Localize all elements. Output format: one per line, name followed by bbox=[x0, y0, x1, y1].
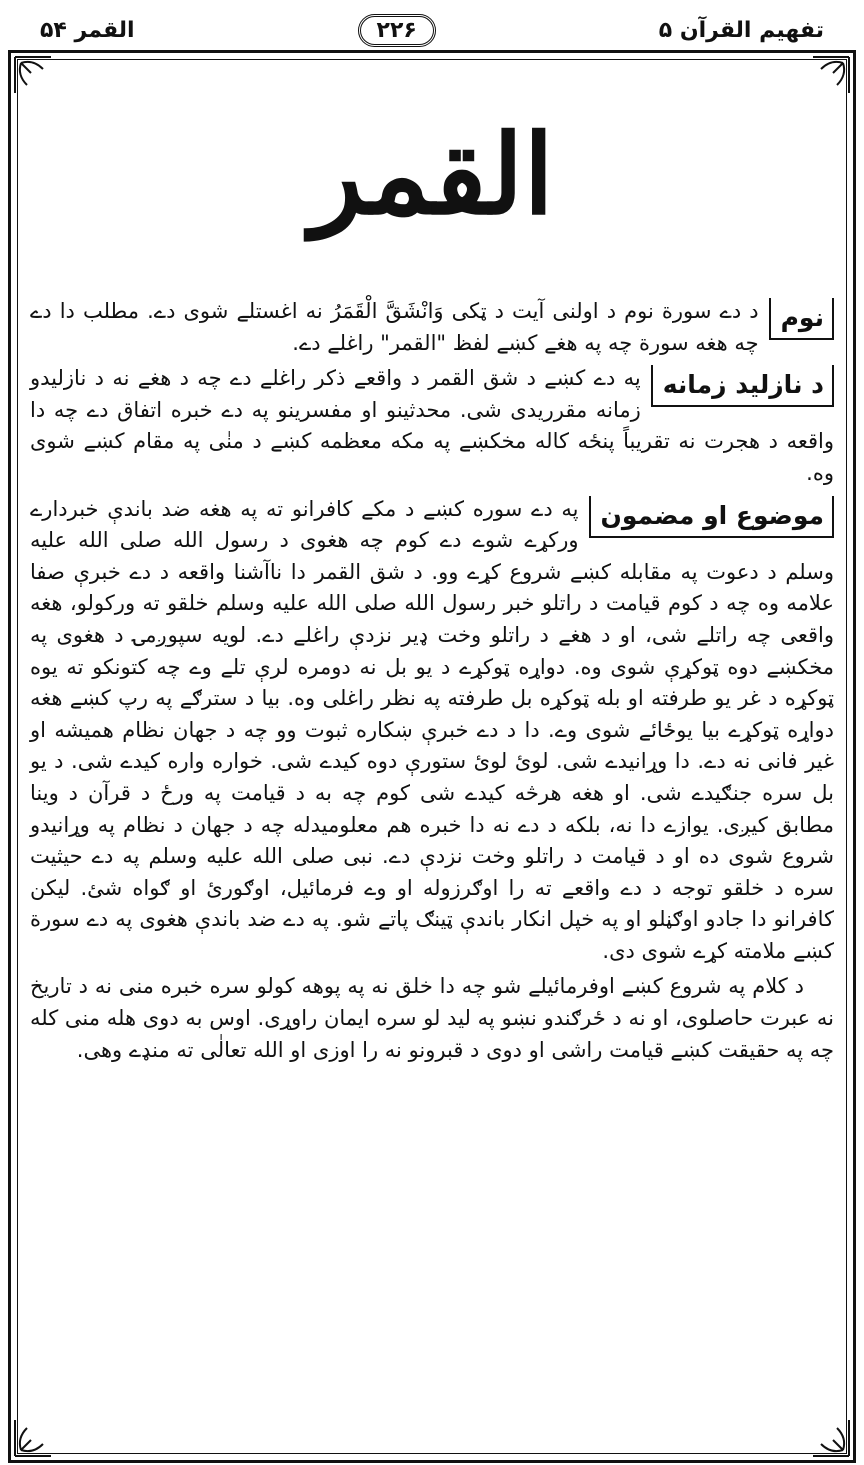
closing-paragraph: د کلام په شروع کښے اوفرمائیلے شو چه دا خلق نه په پوهه کولو سره خبره منی نه د تاریخ نه عبرت حاصلوی، او نه د ځرګندو نښو په لید لو سره ایمان راوړی. اوس به دوی هله منی کله چه په حقیقت کښے قیامت راشی او دوی د قبرونو نه را اوزی او الله تعالٰی ته منډے وهی. bbox=[30, 974, 834, 1062]
page-content bbox=[30, 296, 834, 1447]
section-revelation-period bbox=[30, 363, 834, 489]
section-body: په دے سوره کښے د مکے کافرانو ته په هغه ضد باندې خبردارے ورکړے شوے دے کوم چه هغوی د رسول الله صلی الله علیه وسلم د دعوت په مقابله کښے شروع کړے وو. د شق القمر دا ناآشنا واقعه د دے خبرې صفا علامه وه چه د کوم قیامت د راتلو خبر رسول الله صلی الله علیه وسلم خلقو ته ورکولو، هغه واقعی چه راتلے شی، او د هغے د راتلو وخت ډیر نزدې راغلے دے. لویه سپوږمۍ د هغوی په مخکښے دوه ټوکړې شوی وه. دواړه ټوکړے د یو بل نه دومره لرې تلے وے چه کتونکو ته یوه ټوکړه د غر یو طرفته او بله ټوکړه بل طرفته په نظر راغلی وه. بیا د سترګے په رپ کښے هغه دواړه ټوکړے بیا یوځائے شوی وے. دا د دے خبرې ښکاره ثبوت وو چه د جهان نظام همیشه او غیر فانی نه دے. دا وړانیدے شی. لوئ لوئ ستورې دوه کیدے شی. خواره واره کیدے شی. د یو بل سره جنګیدے شی. او هغه هرڅه کیدے شی کوم چه به د قیامت په ورځ د قرآن د وینا مطابق کیږی. یوازے دا نه، بلکه د دے نه دا خبره هم معلومیدله چه د جهان د نظام په وړانیدو شروع شوی ده او د قیامت د راتلو وخت نزدې دے. نبی صلی الله علیه وسلم په دے حیثیت سره د خلقو توجه د دے واقعے ته را اوګرزوله او وے فرمائیل، اوګورئ او ګواه شئ. لیکن کافرانو دا جادو اوګڼلو او په خپل انکار باندې ټینګ پاتے شو. په دے ضد باندې هغوی په دے سورة کښے ملامته کړے شوی دی. bbox=[30, 496, 834, 963]
section-theme bbox=[30, 494, 834, 968]
section-heading: د نازلید زمانه bbox=[651, 365, 834, 407]
page-header bbox=[40, 8, 824, 52]
section-name bbox=[30, 296, 834, 359]
section-heading: نوم bbox=[769, 298, 834, 340]
page-number: ۲۲۶ bbox=[358, 14, 436, 47]
surah-reference: القمر ۵۴ bbox=[40, 17, 135, 43]
surah-title: القمر bbox=[309, 110, 554, 239]
corner-ornament-icon bbox=[13, 55, 53, 95]
corner-ornament-icon bbox=[811, 55, 851, 95]
book-title: تفهیم القرآن ۵ bbox=[658, 17, 824, 43]
section-body: د دے سورة نوم د اولنی آیت د ټکی وَانْشَقَّ الْقَمَرُ نه اغستلے شوی دے. مطلب دا دے چه هغه سورة چه په هغے کښے لفظ "القمر" راغلے دے. bbox=[30, 299, 759, 355]
section-heading: موضوع او مضمون bbox=[589, 496, 834, 538]
section-body: په دے کښے د شق القمر د واقعے ذکر راغلے دے چه د هغے نه د نازلیدو زمانه مقرریدی شی. محدثینو او مفسرینو په دے خبره اتفاق دے چه دا واقعه د هجرت نه تقریباً پنځه کاله مخکښے په مکه معظمه کښے د منٰی په مقام کښے شوی وه. bbox=[30, 366, 834, 485]
